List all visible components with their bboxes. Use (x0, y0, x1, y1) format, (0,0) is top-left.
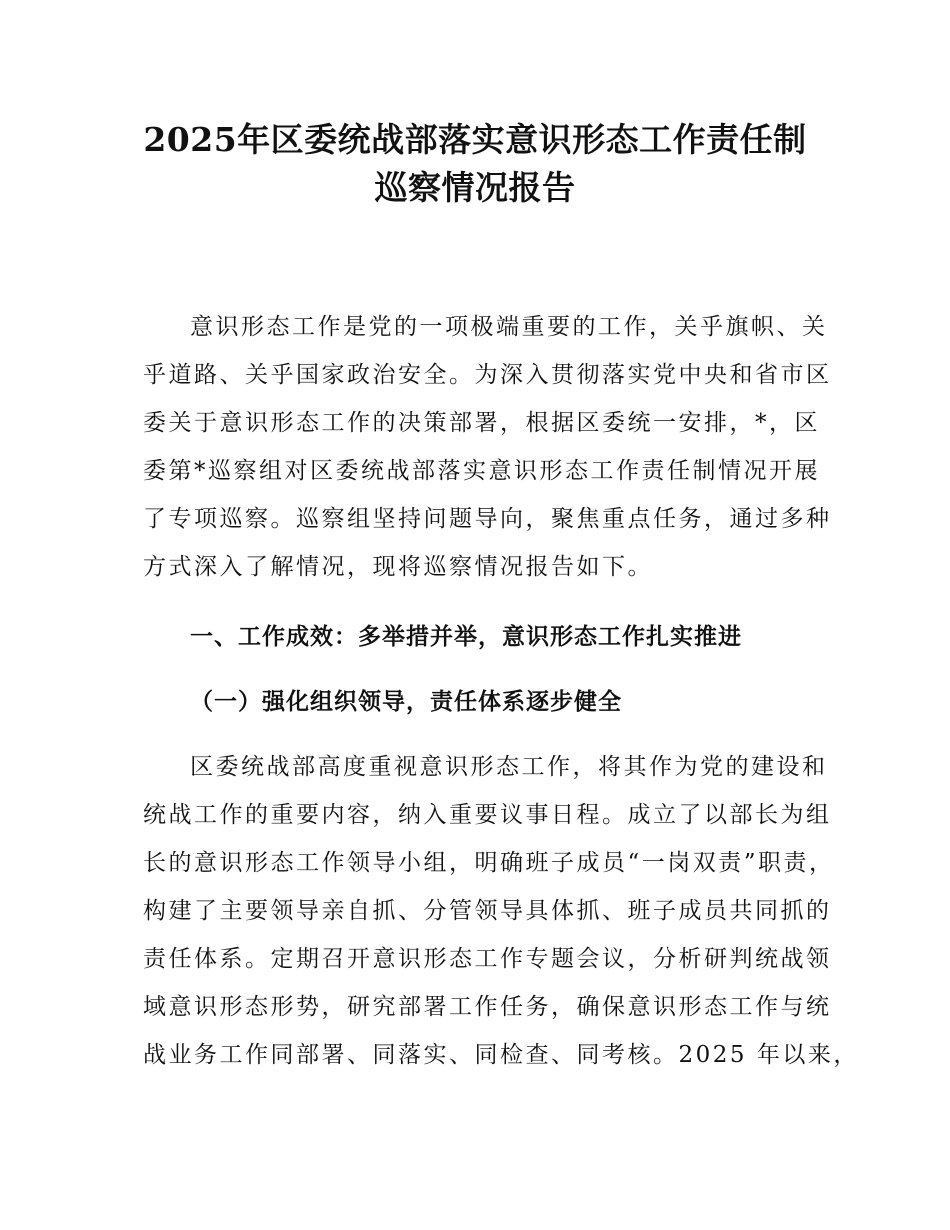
intro-line: 了专项巡察。巡察组坚持问题导向，聚焦重点任务，通过多种 (143, 506, 832, 532)
document-title-line-1: 2025年区委统战部落实意识形态工作责任制 (143, 120, 807, 159)
section-heading: 一、工作成效：多举措并举，意识形态工作扎实推进 (190, 623, 742, 650)
body-line: 域意识形态形势，研究部署工作任务，确保意识形态工作与统 (143, 994, 832, 1020)
subsection-heading: （一）强化组织领导，责任体系逐步健全 (190, 688, 622, 715)
body-line: 构建了主要领导亲自抓、分管领导具体抓、班子成员共同抓的 (143, 898, 832, 924)
body-line: 区委统战部高度重视意识形态工作，将其作为党的建设和 (190, 754, 828, 780)
document-title-line-2: 巡察情况报告 (374, 168, 576, 207)
body-line: 统战工作的重要内容，纳入重要议事日程。成立了以部长为组 (143, 802, 832, 828)
intro-line: 委第*巡察组对区委统战部落实意识形态工作责任制情况开展 (143, 458, 820, 484)
intro-line: 意识形态工作是党的一项极端重要的工作，关乎旗帜、关 (190, 314, 828, 340)
body-line: 长的意识形态工作领导小组，明确班子成员“一岗双责”职责， (143, 850, 835, 876)
body-line: 战业务工作同部署、同落实、同检查、同考核。2025 年以来， (143, 1042, 859, 1068)
intro-line: 委关于意识形态工作的决策部署，根据区委统一安排，*，区 (143, 410, 820, 436)
intro-line: 方式深入了解情况，现将巡察情况报告如下。 (143, 554, 653, 580)
body-line: 责任体系。定期召开意识形态工作专题会议，分析研判统战领 (143, 946, 832, 972)
intro-line: 乎道路、关乎国家政治安全。为深入贯彻落实党中央和省市区 (143, 362, 832, 388)
